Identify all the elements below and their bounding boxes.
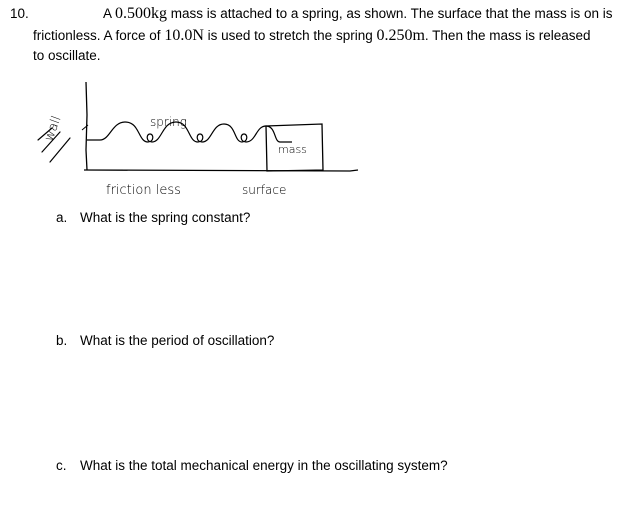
part-c bbox=[56, 458, 448, 473]
stretch-value: 0.250m bbox=[376, 27, 425, 44]
question-text-fragment: . Then the mass is released bbox=[424, 28, 591, 43]
part-letter: a. bbox=[56, 210, 68, 225]
part-b bbox=[56, 333, 274, 348]
question-text-fragment: mass is attached to a spring, as shown. The surface that the mass is on is bbox=[167, 6, 613, 21]
question-text-fragment: is used to stretch the spring bbox=[203, 28, 377, 43]
mass-label: mass bbox=[278, 143, 307, 156]
part-letter: b. bbox=[56, 333, 68, 348]
surface-label: surface bbox=[242, 183, 287, 197]
part-question: What is the period of oscillation? bbox=[80, 333, 275, 348]
spring-label: spring bbox=[150, 115, 187, 129]
question-number: 10. bbox=[10, 6, 29, 21]
frictionless-label: friction less bbox=[106, 183, 181, 198]
question-text-line-3: to oscillate. bbox=[33, 48, 101, 63]
part-question: What is the total mechanical energy in the oscillating system? bbox=[80, 458, 448, 473]
spring-coil bbox=[87, 122, 292, 142]
force-value: 10.0N bbox=[164, 27, 204, 44]
wall-label: wall bbox=[41, 113, 65, 144]
part-question: What is the spring constant? bbox=[80, 210, 251, 225]
spring-mass-diagram bbox=[30, 70, 370, 200]
part-letter: c. bbox=[56, 458, 67, 473]
question-text-fragment: A bbox=[103, 6, 116, 21]
question-text-line-2 bbox=[33, 27, 591, 45]
question-text-fragment: frictionless. A force of bbox=[33, 28, 165, 43]
mass-value: 0.500kg bbox=[115, 5, 168, 22]
part-a bbox=[56, 210, 250, 225]
question-text-line-1 bbox=[103, 5, 612, 23]
